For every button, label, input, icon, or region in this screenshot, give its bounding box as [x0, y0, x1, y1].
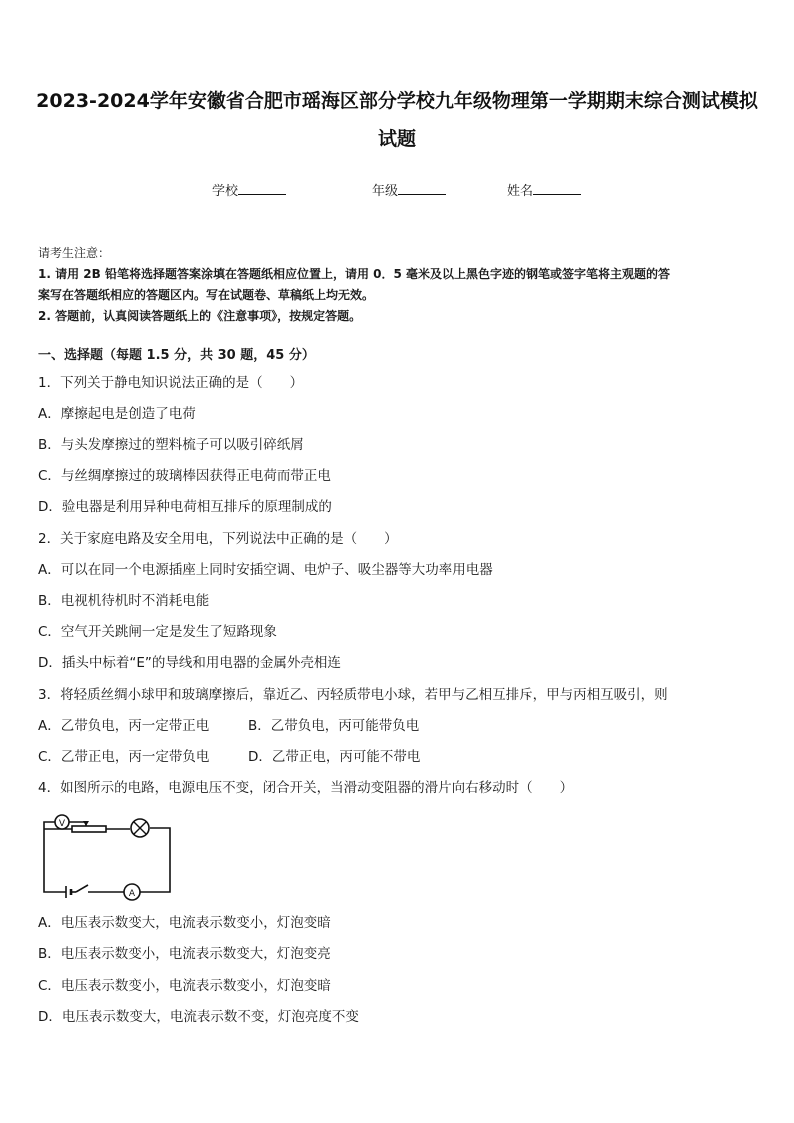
question-2-option-c: C．空气开关跳闸一定是发生了短路现象 [38, 624, 277, 640]
school-field: 学校 [212, 180, 286, 199]
question-1-stem: 1．下列关于静电知识说法正确的是（ ） [38, 375, 304, 391]
question-4-stem: 4．如图所示的电路，电源电压不变，闭合开关，当滑动变阻器的滑片向右移动时（ ） [38, 780, 574, 796]
notice-item-1a: 1. 请用 2B 铅笔将选择题答案涂填在答题纸相应位置上，请用 0．5 毫米及以上黑色字迹的钢笔或签字笔将主观题的答 [38, 267, 670, 281]
ammeter-icon [124, 884, 140, 900]
voltmeter-label: V [58, 819, 66, 829]
question-3-option-c: C．乙带正电，丙一定带负电 [38, 749, 210, 765]
question-3-stem: 3．将轻质丝绸小球甲和玻璃摩擦后，靠近乙、丙轻质带电小球，若甲与乙相互排斥，甲与丙相互吸引，则 [38, 687, 668, 703]
notice-heading: 请考生注意： [38, 246, 111, 260]
question-3-option-b: B．乙带负电，丙可能带负电 [248, 718, 420, 734]
exam-title-line1: 2023-2024学年安徽省合肥市瑶海区部分学校九年级物理第一学期期末综合测试模拟 [36, 90, 758, 112]
question-2-option-d: D．插头中标着“E”的导线和用电器的金属外壳相连 [38, 655, 341, 671]
voltmeter-icon [55, 815, 69, 829]
question-4-option-d: D．电压表示数变大，电流表示数不变，灯泡亮度不变 [38, 1009, 359, 1025]
question-2-option-a: A．可以在同一个电源插座上同时安插空调、电炉子、吸尘器等大功率用电器 [38, 562, 493, 578]
circuit-diagram [38, 806, 176, 906]
question-1-option-a: A．摩擦起电是创造了电荷 [38, 406, 196, 422]
question-2-option-b: B．电视机待机时不消耗电能 [38, 593, 210, 609]
notice-item-1b: 案写在答题纸相应的答题区内。写在试题卷、草稿纸上均无效。 [38, 288, 375, 302]
question-3-option-a: A．乙带负电，丙一定带正电 [38, 718, 210, 734]
exam-title-line2: 试题 [377, 128, 416, 150]
notice-block [38, 243, 760, 327]
notice-item-2: 2. 答题前，认真阅读答题纸上的《注意事项》，按规定答题。 [38, 309, 362, 323]
question-1-option-d: D．验电器是利用异种电荷相互排斥的原理制成的 [38, 499, 332, 515]
lamp-icon [131, 819, 149, 837]
question-4-option-b: B．电压表示数变小，电流表示数变大，灯泡变亮 [38, 946, 331, 962]
question-4-option-a: A．电压表示数变大，电流表示数变小，灯泡变暗 [38, 915, 331, 931]
grade-field: 年级 [372, 180, 446, 199]
ammeter-label: A [128, 889, 136, 899]
section-heading: 一、选择题（每题 1.5 分，共 30 题，45 分） [38, 348, 315, 363]
name-field: 姓名 [507, 180, 581, 199]
question-1-option-b: B．与头发摩擦过的塑料梳子可以吸引碎纸屑 [38, 437, 304, 453]
question-2-stem: 2．关于家庭电路及安全用电，下列说法中正确的是（ ） [38, 531, 398, 547]
question-1-option-c: C．与丝绸摩擦过的玻璃棒因获得正电荷而带正电 [38, 468, 331, 484]
question-3-option-d: D．乙带正电，丙可能不带电 [248, 749, 421, 765]
question-4-option-c: C．电压表示数变小，电流表示数变小，灯泡变暗 [38, 978, 331, 994]
